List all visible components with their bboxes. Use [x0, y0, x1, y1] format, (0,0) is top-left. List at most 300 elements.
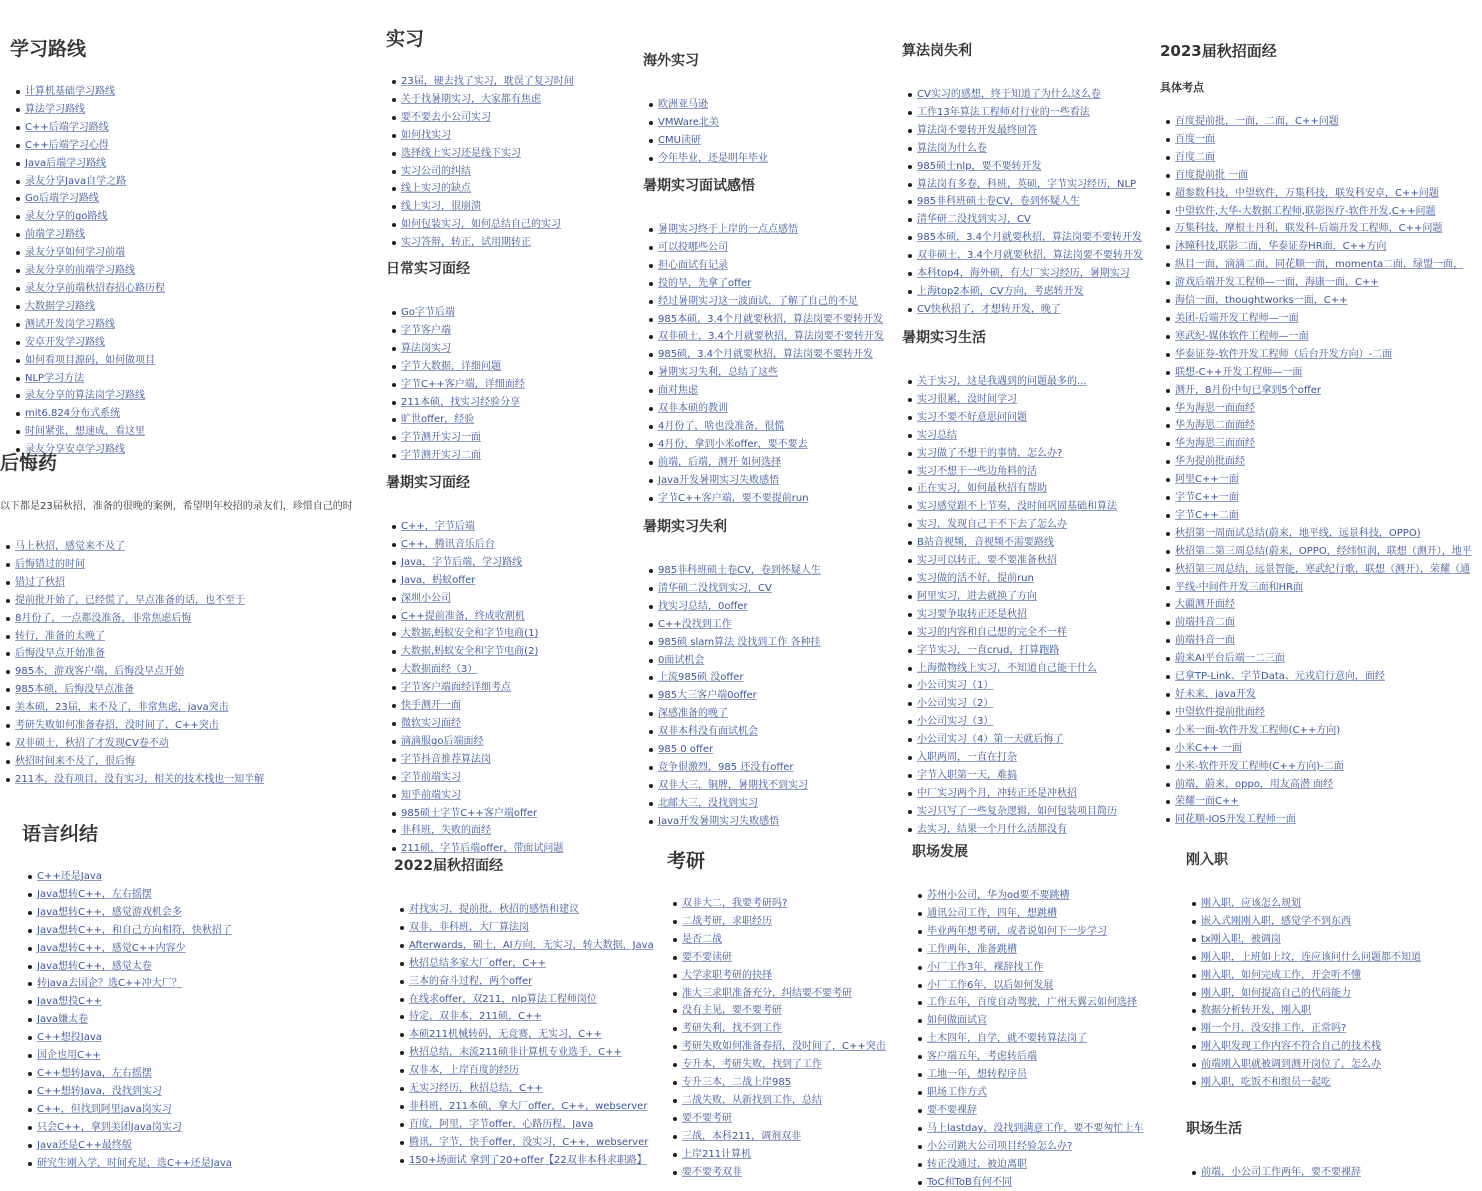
article-link[interactable]: 要不要裸辞: [927, 1105, 977, 1116]
article-link[interactable]: 算法岗有多卷，科班，英硕，字节实习经历，NLP: [917, 179, 1136, 190]
article-link[interactable]: 小公司跳大公司项目经验怎么办?: [927, 1141, 1072, 1152]
article-link[interactable]: 上流985硕 没offer: [658, 672, 744, 683]
article-link[interactable]: 美团-后端开发工程师—一面: [1175, 313, 1299, 324]
article-link[interactable]: 刚入职，如何提高自己的代码能力: [1201, 988, 1351, 999]
article-link[interactable]: 小公司实习（3）: [917, 716, 993, 727]
article-link[interactable]: 985本硕，后悔没早点准备: [15, 684, 134, 695]
article-link[interactable]: 实习要争取转正还是秋招: [917, 609, 1027, 620]
article-link[interactable]: 如何做面试官: [927, 1015, 987, 1026]
link-list: [643, 96, 893, 168]
article-link[interactable]: 字节抖音推荐算法岗: [401, 754, 491, 765]
article-link[interactable]: Java还是C++最终版: [37, 1140, 132, 1151]
article-link[interactable]: 转java去国企？选C++冲大厂？: [37, 978, 182, 989]
article-link[interactable]: 深圳小公司: [401, 593, 451, 604]
list-item: [10, 423, 350, 441]
article-link[interactable]: ToC和ToB有何不同: [927, 1177, 1012, 1188]
article-link[interactable]: 荣耀一面C++: [1175, 796, 1239, 807]
article-link[interactable]: 实习不想干一些边角料的活: [917, 466, 1037, 477]
article-link[interactable]: 字节客户端面经详细考点: [401, 682, 511, 693]
article-link[interactable]: 旷世offer，经验: [401, 414, 474, 425]
article-link[interactable]: 计算机基础学习路线: [25, 86, 115, 97]
article-link[interactable]: C++，字节后端: [401, 521, 475, 532]
article-link[interactable]: 工作五年，百度自动驾驶，广州天翼云如何选择: [927, 997, 1137, 1008]
article-link[interactable]: Go字节后端: [401, 307, 455, 318]
article-link[interactable]: 万集科技，摩根士丹利，联发科-后端开发工程师，C++问题: [1175, 223, 1442, 234]
article-link[interactable]: C++想投Java: [37, 1032, 102, 1043]
article-link[interactable]: 暑期实习失利，总结了这些: [658, 367, 778, 378]
article-link[interactable]: 担心面试有记录: [658, 260, 728, 271]
article-link[interactable]: 大数据,蚂蚁安全和字节电商(1): [401, 628, 538, 639]
article-link[interactable]: 实习做的活不好，提前run: [917, 573, 1034, 584]
article-link[interactable]: 实习很累，没时间学习: [917, 394, 1017, 405]
article-link[interactable]: 二战失败，从新找到工作，总结: [682, 1095, 822, 1106]
section-title: 职场发展: [912, 841, 1152, 861]
list-item: [386, 805, 636, 823]
article-link[interactable]: C++想转Java，左右摇摆: [37, 1068, 152, 1079]
article-link[interactable]: 本硕211机械转码，无竞赛，无实习，C++: [409, 1029, 602, 1040]
article-link[interactable]: 三本的奋斗过程，两个offer: [409, 976, 532, 987]
list-item: [902, 247, 1134, 265]
article-link[interactable]: 字节C++客户端，详细面经: [401, 379, 525, 390]
article-link[interactable]: 纵目一面，滴滴二面，同花顺一面，momenta二面，绿盟一面，: [1175, 259, 1463, 270]
article-link[interactable]: 要不要去小公司实习: [401, 112, 491, 123]
article-link[interactable]: Java，字节后端，学习路线: [401, 557, 522, 568]
list-item: [1186, 931, 1482, 949]
article-link[interactable]: 准大三求职准备充分，纠结要不要考研: [682, 988, 852, 999]
article-link[interactable]: 二战考研，求职经历: [682, 916, 772, 927]
article-link[interactable]: 211硕，字节后端offer，带面试问题: [401, 843, 563, 854]
list-item: [643, 221, 869, 239]
list-item: [10, 280, 350, 298]
article-link[interactable]: CV快秋招了，才想转开发，晚了: [917, 304, 1061, 315]
article-link[interactable]: 对找实习，提前批，秋招的感悟和建议: [409, 904, 579, 915]
article-link[interactable]: C++后端学习路线: [25, 122, 109, 133]
section-title: 职场生活: [1186, 1118, 1482, 1138]
article-link[interactable]: 字节测开实习二面: [401, 450, 481, 461]
article-link[interactable]: 前端抖音一面: [1175, 635, 1235, 646]
article-link[interactable]: 985本硕，3.4个月就要秋招，算法岗要不要转开发: [658, 314, 883, 325]
article-link[interactable]: 如何看项目源码，如何做项目: [25, 355, 155, 366]
article-link[interactable]: 录友分享安卓学习路线: [25, 444, 125, 455]
article-link[interactable]: 去实习，结果一个月什么活都没有: [917, 824, 1067, 835]
article-link[interactable]: 录友分享如何学习前端: [25, 247, 125, 258]
article-link[interactable]: 要不要读研: [682, 952, 732, 963]
article-link[interactable]: 要不要考研: [682, 1113, 732, 1124]
article-link[interactable]: 联想-C++开发工程师—一面: [1175, 367, 1302, 378]
article-link[interactable]: 211本硕，找实习经验分享: [401, 397, 520, 408]
article-link[interactable]: 985非科班硕士卷CV，卷到怀疑人生: [917, 196, 1080, 207]
list-item: [1160, 489, 1482, 507]
article-link[interactable]: C++没找到工作: [658, 619, 732, 630]
list-item: [22, 1083, 352, 1101]
article-link[interactable]: 双非大三，铜牌，暑期找不到实习: [658, 780, 808, 791]
article-link[interactable]: 工地一年，想转程序员: [927, 1069, 1027, 1080]
article-link[interactable]: Java想转C++，感觉游戏机会多: [37, 907, 182, 918]
article-link[interactable]: 字节C++客户端，要不要提前run: [658, 493, 809, 504]
list-item: [1160, 435, 1482, 453]
article-link[interactable]: 字节实习，一直crud，打算跑路: [917, 645, 1059, 656]
article-link[interactable]: 马上秋招，感觉来不及了: [15, 541, 125, 552]
article-link[interactable]: 如何找实习: [401, 130, 451, 141]
article-link[interactable]: 超参数科技，中望软件，万集科技，联发科安卓，C++问题: [1175, 188, 1439, 199]
article-link[interactable]: 研究生刚入学，时间充足，选C++还是Java: [37, 1158, 232, 1169]
article-link[interactable]: 字节入职第一天，难搞: [917, 770, 1017, 781]
article-link[interactable]: 大学求职考研的抉择: [682, 970, 772, 981]
article-link[interactable]: 华为海思一面面经: [1175, 403, 1255, 414]
article-link[interactable]: 双非硕士，3.4个月就要秋招，算法岗要不要转开发: [917, 250, 1143, 261]
article-link[interactable]: Java想投C++: [37, 996, 102, 1007]
list-item: [667, 1038, 893, 1056]
article-link[interactable]: 本科top4，海外硕，有大厂实习经历，暑期实习: [917, 268, 1130, 279]
article-link[interactable]: 刚入职，上班如上坟，连应该问什么问题都不知道: [1201, 952, 1421, 963]
article-link[interactable]: 大数据,蚂蚁安全和字节电商(2): [401, 646, 538, 657]
article-link[interactable]: Afterwards，硕士，AI方向，无实习，转大数据，Java: [409, 940, 654, 951]
article-link[interactable]: C++，但找到阿里java岗实习: [37, 1104, 172, 1115]
article-link[interactable]: 刚入职，吃饭不和组员一起吃: [1201, 1077, 1331, 1088]
article-link[interactable]: 双非硕士，3.4个月就要秋招，算法岗要不要转开发: [658, 331, 884, 342]
article-link[interactable]: Java后端学习路线: [25, 158, 106, 169]
article-link[interactable]: 无实习经历，秋招总结，C++: [409, 1083, 543, 1094]
article-link[interactable]: 海信一面，thoughtworks一面，C++: [1175, 295, 1347, 306]
article-link[interactable]: 大数据学习路线: [25, 301, 95, 312]
article-link[interactable]: 录友分享前端秋招春招心路历程: [25, 283, 165, 294]
article-link[interactable]: 竞争很激烈，985 还没有offer: [658, 762, 794, 773]
article-link[interactable]: 秋招第二第三周总结(蔚来，OPPO，经纬恒润，联想（测开），地平: [1175, 546, 1472, 557]
article-link[interactable]: 23届，硬去找了实习，耽误了复习时间: [401, 76, 574, 87]
article-link[interactable]: 在线求offer，双211，nlp算法工程师岗位: [409, 994, 597, 1005]
list-item: [386, 91, 636, 109]
list-item: [912, 1048, 1152, 1066]
article-link[interactable]: 985本硕，3.4个月就要秋招，算法岗要不要转开发: [917, 232, 1142, 243]
list-item: [10, 190, 350, 208]
article-link[interactable]: 秋招时间来不及了，很后悔: [15, 756, 135, 767]
article-link[interactable]: 后悔错过的时间: [15, 559, 85, 570]
article-link[interactable]: Java想转C++，左右摇摆: [37, 889, 152, 900]
article-link[interactable]: B站音视频，音视频不需要路线: [917, 537, 1054, 548]
article-link[interactable]: 线上实习，很崩溃: [401, 201, 481, 212]
article-link[interactable]: 提前批开始了，已经慌了，早点准备的话，也不至于: [15, 595, 245, 606]
article-link[interactable]: 暑期实习终于上岸的一点点感悟: [658, 224, 798, 235]
article-link[interactable]: 大数据面经（3）: [401, 664, 477, 675]
article-link[interactable]: 录友分享Java自学之路: [25, 176, 126, 187]
list-item: [386, 198, 636, 216]
article-link[interactable]: 清华硕二没找到实习，CV: [658, 583, 772, 594]
article-link[interactable]: 寒武纪-媒体软件工程师—一面: [1175, 331, 1309, 342]
article-link[interactable]: 华为海思三面面经: [1175, 438, 1255, 449]
article-link[interactable]: 秋招第三周总结，远景智能，寒武纪行歌，联想（测开），荣耀（通: [1175, 564, 1470, 575]
article-link[interactable]: 985本，游戏客户端，后悔没早点开始: [15, 666, 184, 677]
article-link[interactable]: 实习可以转正，要不要准备秋招: [917, 555, 1057, 566]
article-link[interactable]: 面对焦虑: [658, 385, 698, 396]
article-link[interactable]: 985硕，3.4个月就要秋招，算法岗要不要转开发: [658, 349, 873, 360]
section-title: 暑期实习面经: [386, 472, 636, 492]
article-link[interactable]: 只会C++，拿到美团Java岗实习: [37, 1122, 182, 1133]
article-link[interactable]: 今年毕业，还是明年毕业: [658, 153, 768, 164]
list-item: [643, 598, 893, 616]
article-link[interactable]: 阿里C++一面: [1175, 474, 1239, 485]
article-link[interactable]: 985硕士字节C++客户端offer: [401, 808, 537, 819]
article-link[interactable]: 8月份了，一点都没准备，非常焦虑后悔: [15, 613, 191, 624]
article-link[interactable]: 如何包装实习，如何总结自己的实习: [401, 219, 561, 230]
article-link[interactable]: 美本硕，23届，来不及了，非常焦虑，java突击: [15, 702, 229, 713]
article-link[interactable]: 秋招第一周面试总结(蔚来，地平线，远景科技，OPPO): [1175, 528, 1421, 539]
article-link[interactable]: Java嫌太卷: [37, 1014, 88, 1025]
article-link[interactable]: 百度二面: [1175, 152, 1215, 163]
article-link[interactable]: 工作13年算法工程师对行业的一些看法: [917, 107, 1090, 118]
article-link[interactable]: 大疆测开面经: [1175, 599, 1235, 610]
article-link[interactable]: 字节测开实习一面: [401, 432, 481, 443]
article-link[interactable]: 嵌入式刚刚入职，感觉学不到东西: [1201, 916, 1351, 927]
link-list: [1160, 113, 1482, 829]
article-link[interactable]: Java开发暑期实习失败感悟: [658, 816, 779, 827]
article-link[interactable]: CV实习的感想，终于知道了为什么这么卷: [917, 89, 1101, 100]
list-item: [0, 663, 353, 681]
article-link[interactable]: 没有主见，要不要考研: [682, 1005, 782, 1016]
article-link[interactable]: 错过了秋招: [15, 577, 65, 588]
article-link[interactable]: 线上实习的缺点: [401, 183, 471, 194]
list-item: [643, 616, 893, 634]
article-link[interactable]: 上岸211计算机: [682, 1149, 751, 1160]
article-link[interactable]: 毕业两年想考研，或者说如何下一步学习: [927, 926, 1107, 937]
article-link[interactable]: 4月份，拿到小米offer，要不要去: [658, 439, 808, 450]
article-link[interactable]: 待定，双非本，211硕，C++: [409, 1011, 542, 1022]
article-link[interactable]: Java想转C++，和自己方向相符，快秋招了: [37, 925, 232, 936]
article-link[interactable]: C++想转Java，没找到实习: [37, 1086, 162, 1097]
article-link[interactable]: 好未来，java开发: [1175, 689, 1256, 700]
article-link[interactable]: 后悔没早点开始准备: [15, 648, 105, 659]
article-link[interactable]: Java想转C++，感觉太卷: [37, 961, 152, 972]
article-link[interactable]: 刚入职发现工作内容不符合自己的技术栈: [1201, 1041, 1381, 1052]
list-item: [386, 304, 636, 322]
article-link[interactable]: 三战，本科211，调剂双非: [682, 1131, 801, 1142]
article-link[interactable]: 算法岗为什么卷: [917, 143, 987, 154]
article-link[interactable]: 快手测开一面: [401, 700, 461, 711]
article-link[interactable]: 实习的内容和自己想的完全不一样: [917, 627, 1067, 638]
article-link[interactable]: 知乎前端实习: [401, 790, 461, 801]
article-link[interactable]: 前端，小公司工作两年，要不要裸辞: [1201, 1167, 1361, 1178]
article-link[interactable]: 985大三客户端0offer: [658, 690, 757, 701]
article-link[interactable]: 录友分享的go路线: [25, 211, 107, 222]
article-link[interactable]: 专升三本，二战上岸985: [682, 1077, 791, 1088]
article-link[interactable]: 选择线上实习还是线下实习: [401, 148, 521, 159]
article-link[interactable]: 前端，蔚来，oppo，用友高潜 面经: [1175, 779, 1333, 790]
article-link[interactable]: 非科班，211本硕，拿大厂offer，C++，webserver: [409, 1101, 647, 1112]
article-link[interactable]: 中望软件,大华-大数据工程师,联影医疗-软件开发,C++问题: [1175, 206, 1436, 217]
article-link[interactable]: 字节大数据，详细问题: [401, 361, 501, 372]
article-link[interactable]: 实习做了不想干的事情，怎么办?: [917, 448, 1062, 459]
article-link[interactable]: 实习感觉跟不上节奏，没时间巩固基础和算法: [917, 501, 1117, 512]
article-link[interactable]: 985硕士nlp，要不要转开发: [917, 161, 1042, 172]
article-link[interactable]: mit6.824分布式系统: [25, 408, 120, 419]
article-link[interactable]: 安卓开发学习路线: [25, 337, 105, 348]
article-link[interactable]: 职场工作方式: [927, 1087, 987, 1098]
article-link[interactable]: 华为提前批面经: [1175, 456, 1245, 467]
article-link[interactable]: 刚入职，应该怎么规划: [1201, 898, 1301, 909]
article-link[interactable]: 考研失利，找不到工作: [682, 1023, 782, 1034]
article-link[interactable]: 前端刚入职就被调到测开岗位了，怎么办: [1201, 1059, 1381, 1070]
list-item: [386, 340, 636, 358]
article-link[interactable]: 欧洲亚马逊: [658, 99, 708, 110]
article-link[interactable]: 百度一面: [1175, 134, 1215, 145]
article-link[interactable]: Java，蚂蚁offer: [401, 575, 475, 586]
article-link[interactable]: 专升本，考研失败，找到了工作: [682, 1059, 822, 1070]
article-link[interactable]: 算法学习路线: [25, 104, 85, 115]
article-link[interactable]: tx刚入职，被调岗: [1201, 934, 1281, 945]
article-link[interactable]: 微软实习面经: [401, 718, 461, 729]
article-link[interactable]: VMWare北美: [658, 117, 719, 128]
article-link[interactable]: 转正没通过，被迫离职: [927, 1159, 1027, 1170]
article-link[interactable]: C++还是Java: [37, 871, 102, 882]
article-link[interactable]: 小米C++ 一面: [1175, 743, 1242, 754]
article-link[interactable]: 秋招总结，末流211硕非计算机专业选手，C++: [409, 1047, 622, 1058]
article-link[interactable]: 录友分享的前端学习路线: [25, 265, 135, 276]
article-link[interactable]: 小厂工作6年，以后如何发展: [927, 980, 1053, 991]
article-link[interactable]: 国企也用C++: [37, 1050, 101, 1061]
article-link[interactable]: 前端，后端，测开 如何选择: [658, 457, 781, 468]
article-link[interactable]: Java想转C++，感觉C++内容少: [37, 943, 186, 954]
article-link[interactable]: 蔚来AI平台后端一二三面: [1175, 653, 1285, 664]
article-link[interactable]: 小公司实习（4）第一天就后悔了: [917, 734, 1063, 745]
article-link[interactable]: 通讯公司工作，四年，想跳槽: [927, 908, 1057, 919]
article-link[interactable]: 字节前端实习: [401, 772, 461, 783]
article-link[interactable]: 985非科班硕士卷CV，卷到怀疑人生: [658, 565, 821, 576]
article-link[interactable]: 入职两周，一直在打杂: [917, 752, 1017, 763]
article-link[interactable]: 关于实习，这是我遇到的问题最多的...: [917, 376, 1087, 387]
article-link[interactable]: 百度，阿里，字节offer，心路历程，Java: [409, 1119, 593, 1130]
article-link[interactable]: 字节C++二面: [1175, 510, 1239, 521]
article-link[interactable]: 985 0 offer: [658, 744, 713, 755]
article-link[interactable]: 华为海思二面面经: [1175, 420, 1255, 431]
article-link[interactable]: 百度提前批 一面: [1175, 170, 1248, 181]
list-item: [386, 554, 636, 572]
article-link[interactable]: 小米一面-软件开发工程师(C++方向): [1175, 725, 1340, 736]
article-link[interactable]: 双非硕士，秋招了才发现CV卷不动: [15, 738, 169, 749]
article-link[interactable]: 前端学习路线: [25, 229, 85, 240]
article-link[interactable]: 滴滴服go后端面经: [401, 736, 483, 747]
article-link[interactable]: 马上lastday，没找到满意工作，要不要匆忙上车: [927, 1123, 1143, 1134]
article-link[interactable]: 150+场面试 拿到了20+offer【22双非本科求职路】: [409, 1155, 647, 1166]
article-link[interactable]: 测试开发岗学习路线: [25, 319, 115, 330]
article-link[interactable]: 双非本科没有面试机会: [658, 726, 758, 737]
article-link[interactable]: 考研失败如何准备春招，没时间了，C++突击: [15, 720, 219, 731]
article-link[interactable]: 已拿TP-Link、字节Data、元戎启行意向，面经: [1175, 671, 1385, 682]
article-link[interactable]: 清华研二没找到实习，CV: [917, 214, 1031, 225]
article-link[interactable]: 数据分析转开发，刚入职: [1201, 1005, 1311, 1016]
article-link[interactable]: 录友分享的算法岗学习路线: [25, 390, 145, 401]
article-link[interactable]: 工作两年，准备跳槽: [927, 944, 1017, 955]
list-item: [902, 409, 1152, 427]
article-link[interactable]: 深感准备的晚了: [658, 708, 728, 719]
article-link[interactable]: Go后端学习路线: [25, 193, 99, 204]
article-link[interactable]: 可以投哪些公司: [658, 242, 728, 253]
article-link[interactable]: 上海微物线上实习，不知道自己能干什么: [917, 663, 1097, 674]
article-link[interactable]: NLP学习方法: [25, 373, 84, 384]
article-link[interactable]: 百度提前批，一面，二面，C++问题: [1175, 116, 1339, 127]
list-item: [643, 687, 893, 705]
article-link[interactable]: 阿里实习，进去就换了方向: [917, 591, 1037, 602]
article-link[interactable]: 游戏后端开发工程师—一面，海康一面，C++: [1175, 277, 1379, 288]
article-link[interactable]: 中厂实习两个月，冲转正还是冲秋招: [917, 788, 1077, 799]
article-link[interactable]: 秋招总结多家大厂offer，C++: [409, 958, 546, 969]
article-link[interactable]: 非科班，失败的面经: [401, 825, 491, 836]
article-link[interactable]: 字节C++一面: [1175, 492, 1239, 503]
article-link[interactable]: 要不要考双非: [682, 1167, 742, 1178]
article-link[interactable]: 沐瞳科技,联影二面，华泰证券HR面，C++方向: [1175, 241, 1386, 252]
article-link[interactable]: 北邮大三，没找到实习: [658, 798, 758, 809]
article-link[interactable]: 双非大二，我要考研吗?: [682, 898, 787, 909]
article-link[interactable]: 双非本硕的教训: [658, 403, 728, 414]
article-link[interactable]: 985硕 slam算法 没找到工作 各种挂: [658, 637, 820, 648]
article-link[interactable]: 小公司实习（1）: [917, 680, 993, 691]
article-link[interactable]: 实习答辩，转正，试用期转正: [401, 237, 531, 248]
article-link[interactable]: 实习总结: [917, 430, 957, 441]
article-link[interactable]: 考研失败如何准备春招，没时间了，C++突击: [682, 1041, 886, 1052]
article-link[interactable]: 实习不要不好意思问问题: [917, 412, 1027, 423]
article-link[interactable]: 同花顺-IOS开发工程师一面: [1175, 814, 1296, 825]
article-link[interactable]: 刚一个月，没安排工作，正常吗?: [1201, 1023, 1346, 1034]
article-link[interactable]: 小米-软件开发工程师(C++方向)-二面: [1175, 761, 1344, 772]
article-link[interactable]: 正在实习，如何最秋招有帮助: [917, 483, 1047, 494]
article-link[interactable]: 实习只写了一些复杂逻辑，如何包装项目简历: [917, 806, 1117, 817]
article-link[interactable]: 客户端五年，考虑转后端: [927, 1051, 1037, 1062]
article-link[interactable]: 平线-中间件开发三面和HR面: [1175, 582, 1303, 593]
article-link[interactable]: 时间紧张，想速成，看这里: [25, 426, 145, 437]
article-link[interactable]: 211本，没有项目，没有实习，相关的技术栈也一知半解: [15, 774, 264, 785]
article-link[interactable]: 算法岗实习: [401, 343, 451, 354]
list-item: [643, 346, 869, 364]
article-link[interactable]: 腾讯，字节，快手offer，没实习，C++，webserver: [409, 1137, 648, 1148]
article-link[interactable]: 华泰证券-软件开发工程师（后台开发方向）-二面: [1175, 349, 1392, 360]
article-link[interactable]: 4月份了，啥也没准备，很慌: [658, 421, 784, 432]
article-link[interactable]: 算法岗不要转开发最终回答: [917, 125, 1037, 136]
article-link[interactable]: 上海top2本硕，CV方向，考虑转开发: [917, 286, 1084, 297]
article-link[interactable]: 找实习总结，0offer: [658, 601, 748, 612]
article-link[interactable]: C++提前准备，终成收割机: [401, 611, 525, 622]
article-link[interactable]: 0面试机会: [658, 655, 704, 666]
article-link[interactable]: 双非，非科班，大厂算法岗: [409, 922, 529, 933]
list-item: [22, 940, 352, 958]
article-link[interactable]: C++，腾讯音乐后台: [401, 539, 495, 550]
list-item: [0, 717, 353, 735]
article-link[interactable]: 中望软件提前批面经: [1175, 707, 1265, 718]
article-link[interactable]: 小厂工作3年，裸辞找工作: [927, 962, 1043, 973]
article-link[interactable]: 苏州小公司，华为od要不要跳槽: [927, 890, 1069, 901]
link-list: [667, 895, 893, 1182]
list-item: [667, 1056, 893, 1074]
article-link[interactable]: 转行，准备的太晚了: [15, 631, 105, 642]
list-item: [667, 895, 893, 913]
article-link[interactable]: 是否二战: [682, 934, 722, 945]
article-link[interactable]: C++后端学习心得: [25, 140, 109, 151]
article-link[interactable]: CMU读研: [658, 135, 701, 146]
article-link[interactable]: 刚入职，如何完成工作，开会听不懂: [1201, 970, 1361, 981]
article-link[interactable]: 投的早，先拿了offer: [658, 278, 751, 289]
article-link[interactable]: Java开发暑期实习失败感悟: [658, 475, 779, 486]
article-link[interactable]: 经过暑期实习这一波面试，了解了自己的不足: [658, 296, 858, 307]
article-link[interactable]: 小公司实习（2）: [917, 698, 993, 709]
article-link[interactable]: 实习公司的纠结: [401, 166, 471, 177]
list-item: [912, 1012, 1152, 1030]
article-link[interactable]: 双非本，上岸百度的经历: [409, 1065, 519, 1076]
article-link[interactable]: 测开，8月份中旬已拿到5个offer: [1175, 385, 1321, 396]
article-link[interactable]: 实习，发现自己干不下去了怎么办: [917, 519, 1067, 530]
article-link[interactable]: 字节客户端: [401, 325, 451, 336]
article-link[interactable]: 关于找暑期实习，大家都有焦虑: [401, 94, 541, 105]
article-link[interactable]: 土木四年，自学，就不要转算法岗了: [927, 1033, 1087, 1044]
article-link[interactable]: 前端抖音二面: [1175, 617, 1235, 628]
section-2022-autumn-interviews: [394, 855, 656, 1172]
section-title: 后悔药: [0, 448, 353, 475]
